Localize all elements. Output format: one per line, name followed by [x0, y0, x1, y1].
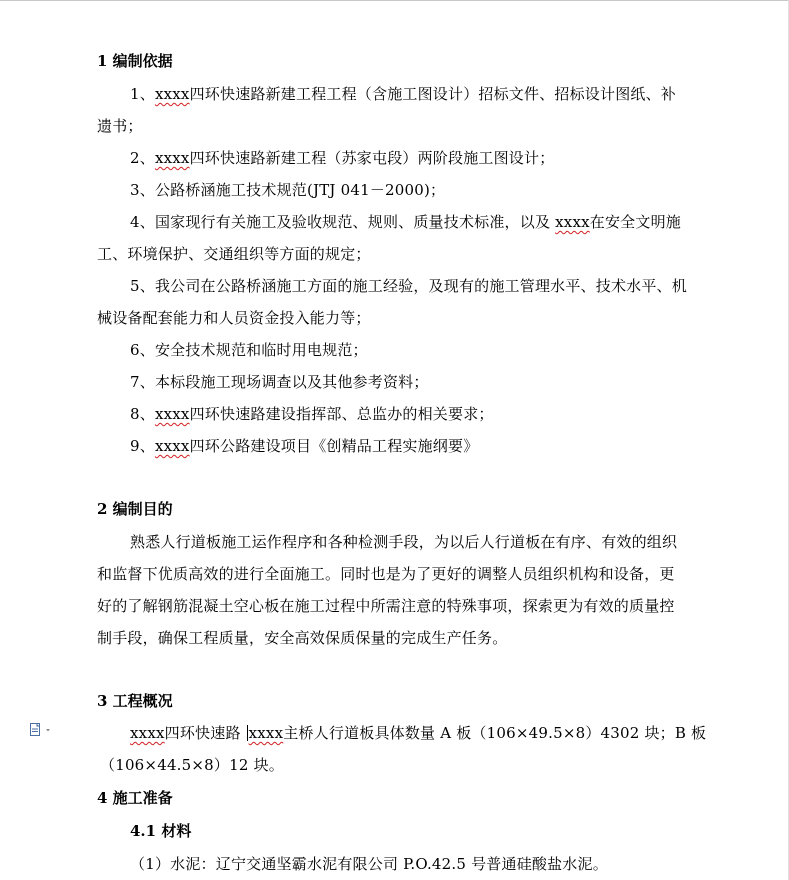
spellcheck-mark: xxxx: [154, 85, 190, 103]
basis-item-1-cont: 遗书；: [97, 117, 143, 135]
heading-basis: 1 编制依据: [97, 52, 173, 70]
text-cursor: [247, 725, 248, 741]
basis-item-2: 2、xxxx四环快速路新建工程（苏家屯段）两阶段施工图设计；: [130, 149, 555, 167]
spellcheck-mark: xxxx: [154, 149, 190, 167]
page-top-border: [0, 0, 789, 1]
basis-item-9: 9、xxxx四环公路建设项目《创精品工程实施纲要》: [130, 437, 479, 455]
basis-item-1: 1、xxxx四环快速路新建工程工程（含施工图设计）招标文件、招标设计图纸、补: [130, 85, 676, 103]
basis-item-7: 7、本标段施工现场调查以及其他参考资料；: [130, 373, 429, 391]
heading-overview: 3 工程概况: [97, 692, 173, 710]
overview-line-1: xxxx四环快速路 xxxx主桥人行道板具体数量 A 板（106×49.5×8）4302 块；B 板: [130, 724, 707, 742]
purpose-line: 制手段，确保工程质量，安全高效保质保量的完成生产任务。: [97, 629, 508, 647]
purpose-line: 好的了解钢筋混凝土空心板在施工过程中所需注意的特殊事项，探索更为有效的质量控: [97, 597, 675, 615]
heading-materials: 4.1 材料: [130, 822, 192, 840]
basis-item-4-cont: 工、环境保护、交通组织等方面的规定；: [97, 245, 371, 263]
overview-line-2: （106×44.5×8）12 块。: [100, 756, 284, 774]
materials-item-1: （1）水泥：辽宁交通坚霸水泥有限公司 P.O.42.5 号普通硅酸盐水泥。: [130, 855, 608, 873]
purpose-line: 和监督下优质高效的进行全面施工。同时也是为了更好的调整人员组织机构和设备，更: [97, 565, 675, 583]
document-icon[interactable]: [29, 723, 53, 737]
spellcheck-mark: xxxx: [154, 405, 190, 423]
basis-item-6: 6、安全技术规范和临时用电规范；: [130, 341, 368, 359]
basis-item-5: 5、我公司在公路桥涵施工方面的施工经验，及现有的施工管理水平、技术水平、机: [130, 277, 687, 295]
spellcheck-mark: xxxx: [154, 437, 190, 455]
spellcheck-mark: xxxx: [248, 724, 284, 742]
basis-item-4: 4、国家现行有关施工及验收规范、规则、质量技术标准，以及 xxxx在安全文明施: [130, 213, 681, 231]
purpose-line: 熟悉人行道板施工运作程序和各种检测手段，为以后人行道板在有序、有效的组织: [130, 533, 678, 551]
spellcheck-mark: xxxx: [130, 724, 165, 742]
basis-item-5-cont: 械设备配套能力和人员资金投入能力等；: [97, 309, 371, 327]
heading-prep: 4 施工准备: [97, 789, 173, 807]
spellcheck-mark: xxxx: [555, 213, 590, 231]
basis-item-3: 3、公路桥涵施工技术规范(JTJ 041－2000)；: [130, 181, 446, 199]
basis-item-8: 8、xxxx四环快速路建设指挥部、总监办的相关要求；: [130, 405, 494, 423]
heading-purpose: 2 编制目的: [97, 500, 173, 518]
